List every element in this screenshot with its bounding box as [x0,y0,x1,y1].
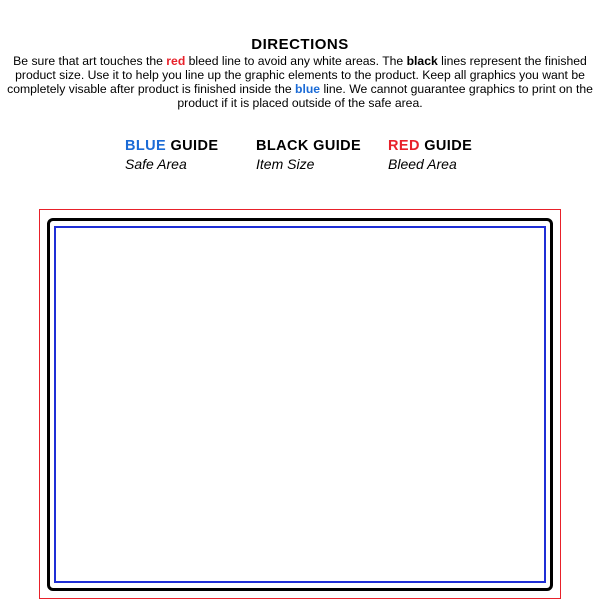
directions-text-2: bleed line to avoid any white areas. The [185,54,407,68]
legend-black-guide [256,138,361,172]
legend-red-color-word: RED [388,138,420,154]
directions-text-3: lines represent the finished product size. Use it to help you line up the graphic elements to the product. Keep all graphics you want be completely visable after product is finished inside the [7,54,587,96]
legend-blue-color-word: BLUE [125,138,167,154]
directions-paragraph [6,54,594,110]
legend-black-heading: BLACK GUIDE [256,138,362,154]
black-keyword: black [406,54,438,68]
legend-blue-guide-word: GUIDE [166,138,219,154]
directions-text-4: line. We cannot guarantee graphics to print on the product if it is placed outside of the safe area. [177,82,593,110]
legend-red-guide [388,138,472,172]
red-keyword: red [166,54,186,68]
safe-area-outline [54,226,546,583]
blue-keyword: blue [295,82,321,96]
legend-blue-guide [125,138,218,172]
directions-text-1: Be sure that art touches the [13,54,167,68]
legend-blue-heading [125,138,218,154]
legend-blue-description: Safe Area [125,156,187,172]
legend-black-description: Item Size [256,156,315,172]
legend-red-description: Bleed Area [388,156,457,172]
legend-red-guide-word: GUIDE [419,138,473,154]
legend-red-heading [388,138,472,154]
directions-title: DIRECTIONS [251,36,349,53]
